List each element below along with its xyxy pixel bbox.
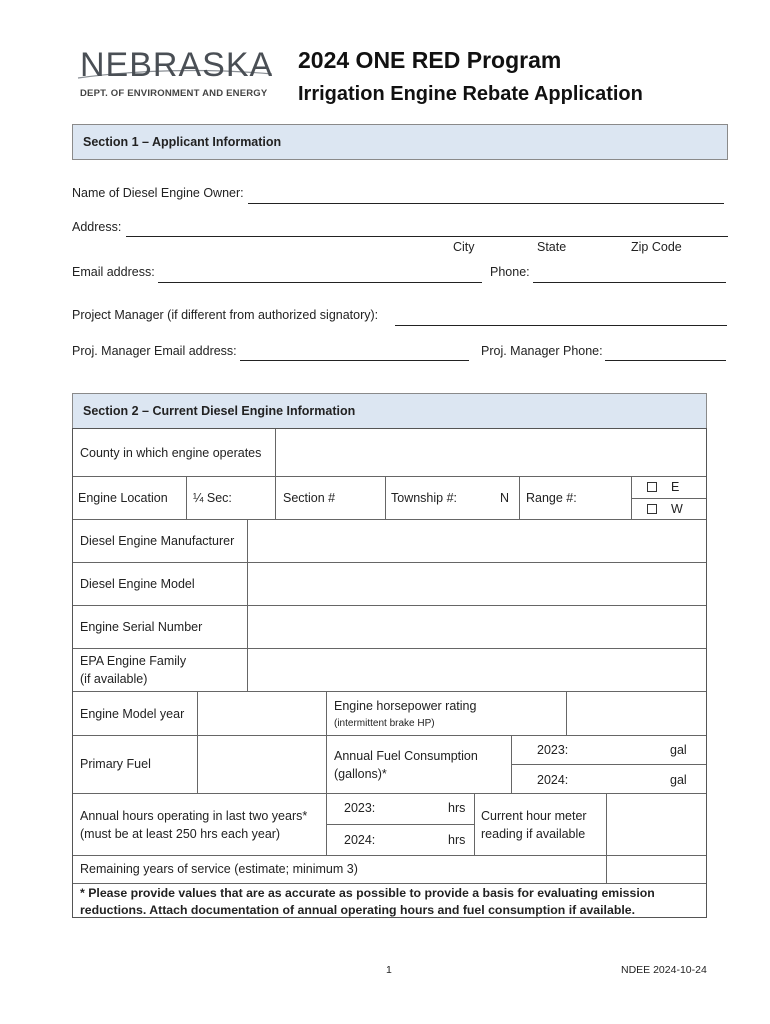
zip-label: Zip Code [631,240,682,254]
fuel-2023-label: 2023: [537,743,569,757]
epa-family-field[interactable] [248,649,706,691]
meter-label-line2: reading if available [481,827,586,841]
remaining-years-label: Remaining years of service (estimate; minimum 3) [80,862,358,876]
logo-wordmark: NEBRASKA [80,46,274,84]
remaining-years-field[interactable] [607,856,706,883]
meter-reading-field[interactable] [607,794,706,855]
quarter-sec-label: ¼ Sec: [193,491,232,505]
phone-label: Phone: [490,265,530,279]
fuel-2023-unit: gal [670,743,687,757]
address-field[interactable] [126,236,728,237]
serial-field[interactable] [248,606,706,648]
page-subtitle: Irrigation Engine Rebate Application [298,83,643,105]
fuel-2024-label: 2024: [537,773,569,787]
page-title: 2024 ONE RED Program [298,47,562,73]
hours-2023-unit: hrs [448,801,466,815]
page-number: 1 [386,964,392,976]
hours-label-line1: Annual hours operating in last two years* [80,809,308,823]
pm-phone-label: Proj. Manager Phone: [481,344,603,358]
serial-label: Engine Serial Number [80,620,203,634]
township-n-label: N [500,491,510,505]
hours-2024-unit: hrs [448,833,466,847]
county-label: County in which engine operates [80,446,262,460]
hp-rating-label: Engine horsepower rating [334,699,477,713]
primary-fuel-field[interactable] [198,736,326,793]
county-field[interactable] [276,429,706,475]
meter-label-line1: Current hour meter [481,809,587,823]
logo-subtitle: DEPT. OF ENVIRONMENT AND ENERGY [80,88,268,99]
phone-field[interactable] [533,282,726,283]
manufacturer-field[interactable] [248,520,706,562]
model-field[interactable] [248,563,706,605]
hp-rating-field[interactable] [567,692,706,735]
accuracy-note-line2: reductions. Attach documentation of annual operating hours and fuel consumption if available. [80,903,635,917]
pm-field[interactable] [395,325,727,326]
hours-label-line2: (must be at least 250 hrs each year) [80,827,281,841]
hours-2023-label: 2023: [344,801,376,815]
pm-phone-field[interactable] [605,360,726,361]
section2-heading: Section 2 – Current Diesel Engine Information [72,393,707,429]
state-label: State [537,240,567,254]
epa-family-label: EPA Engine Family [80,654,187,668]
hours-2024-label: 2024: [344,833,376,847]
city-label: City [453,240,475,254]
epa-family-note: (if available) [80,672,148,686]
email-field[interactable] [158,282,482,283]
fuel-unit-label: (gallons)* [334,767,387,781]
range-e-label: E [671,480,680,494]
model-year-label: Engine Model year [80,707,185,721]
owner-field[interactable] [248,203,724,204]
pm-label: Project Manager (if different from authorized signatory): [72,308,379,322]
pm-email-field[interactable] [240,360,469,361]
email-label: Email address: [72,265,155,279]
engine-location-label: Engine Location [78,491,168,505]
model-label: Diesel Engine Model [80,577,195,591]
hp-rating-note: (intermittent brake HP) [334,718,435,729]
range-w-checkbox[interactable] [647,504,657,514]
manufacturer-label: Diesel Engine Manufacturer [80,534,235,548]
section-number-label: Section # [283,491,336,505]
accuracy-note-line1: * Please provide values that are as accurate as possible to provide a basis for evaluating emission [80,886,655,900]
range-e-checkbox[interactable] [647,482,657,492]
engine-info-table [72,428,707,918]
model-year-field[interactable] [198,692,326,735]
range-w-label: W [671,502,683,516]
address-label: Address: [72,220,122,234]
owner-label: Name of Diesel Engine Owner: [72,186,244,200]
township-label: Township #: [391,491,458,505]
document-id: NDEE 2024-10-24 [621,964,707,976]
pm-email-label: Proj. Manager Email address: [72,344,237,358]
fuel-consumption-label: Annual Fuel Consumption [334,749,478,763]
section1-heading: Section 1 – Applicant Information [72,124,728,160]
fuel-2024-unit: gal [670,773,687,787]
primary-fuel-label: Primary Fuel [80,757,151,771]
range-label: Range #: [526,491,577,505]
